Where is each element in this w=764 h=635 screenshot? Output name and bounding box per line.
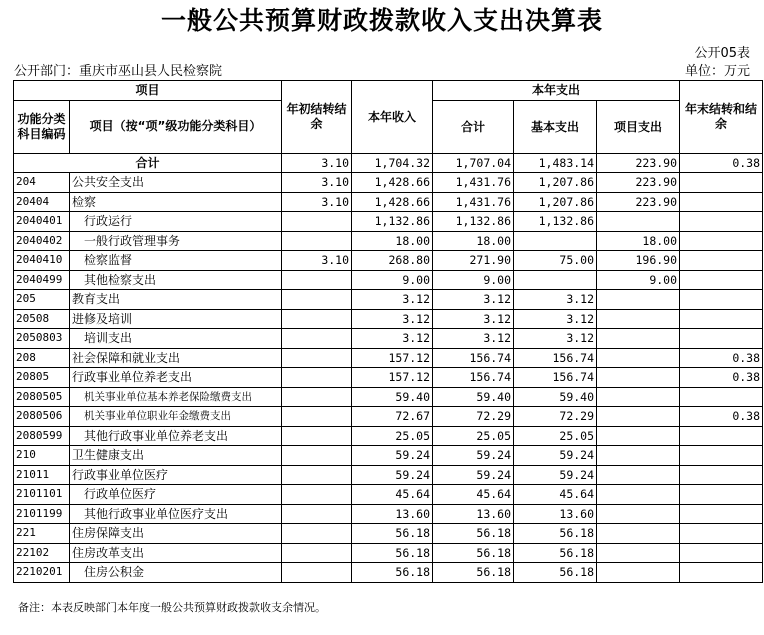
basic-cell: 56.18	[514, 524, 597, 544]
name-cell: 行政运行	[70, 212, 282, 232]
name-cell: 教育支出	[70, 290, 282, 310]
basic-cell: 156.74	[514, 348, 597, 368]
opening-cell	[282, 543, 352, 563]
closing-cell	[680, 309, 763, 329]
income-cell: 59.24	[352, 446, 433, 466]
basic-cell: 45.64	[514, 485, 597, 505]
income-cell: 72.67	[352, 407, 433, 427]
project-cell	[597, 368, 680, 388]
basic-cell: 59.40	[514, 387, 597, 407]
closing-cell	[680, 504, 763, 524]
header-basic: 基本支出	[514, 100, 597, 153]
income-cell: 3.12	[352, 329, 433, 349]
code-cell: 2101199	[14, 504, 70, 524]
basic-cell: 56.18	[514, 563, 597, 583]
total-closing: 0.38	[680, 153, 763, 173]
opening-cell	[282, 446, 352, 466]
project-cell	[597, 426, 680, 446]
closing-cell	[680, 465, 763, 485]
total-cell: 59.40	[433, 387, 514, 407]
code-cell: 205	[14, 290, 70, 310]
opening-cell	[282, 465, 352, 485]
opening-cell	[282, 270, 352, 290]
income-cell: 1,428.66	[352, 192, 433, 212]
closing-cell	[680, 212, 763, 232]
basic-cell	[514, 231, 597, 251]
project-cell	[597, 485, 680, 505]
basic-cell: 1,132.86	[514, 212, 597, 232]
total-cell: 1,431.76	[433, 192, 514, 212]
income-cell: 268.80	[352, 251, 433, 271]
opening-cell	[282, 504, 352, 524]
name-cell: 住房改革支出	[70, 543, 282, 563]
name-cell: 社会保障和就业支出	[70, 348, 282, 368]
closing-cell: 0.38	[680, 407, 763, 427]
closing-cell	[680, 485, 763, 505]
name-cell: 检察	[70, 192, 282, 212]
opening-cell: 3.10	[282, 251, 352, 271]
name-cell: 卫生健康支出	[70, 446, 282, 466]
opening-cell	[282, 231, 352, 251]
code-cell: 210	[14, 446, 70, 466]
page-title: 一般公共预算财政拨款收入支出决算表	[160, 6, 603, 35]
table-row	[14, 231, 763, 251]
department-label: 公开部门：重庆市巫山县人民检察院	[14, 64, 223, 79]
income-cell: 56.18	[352, 524, 433, 544]
closing-cell: 0.38	[680, 368, 763, 388]
basic-cell: 3.12	[514, 329, 597, 349]
table-row	[14, 485, 763, 505]
basic-cell: 156.74	[514, 368, 597, 388]
code-cell: 20404	[14, 192, 70, 212]
closing-cell	[680, 329, 763, 349]
table-row	[14, 407, 763, 427]
name-cell: 进修及培训	[70, 309, 282, 329]
name-cell: 住房保障支出	[70, 524, 282, 544]
code-cell: 204	[14, 173, 70, 193]
income-cell: 1,428.66	[352, 173, 433, 193]
table-row	[14, 173, 763, 193]
total-cell: 3.12	[433, 290, 514, 310]
form-code: 公开05表	[694, 46, 750, 61]
opening-cell: 3.10	[282, 173, 352, 193]
project-cell	[597, 504, 680, 524]
project-cell	[597, 563, 680, 583]
code-cell: 2040499	[14, 270, 70, 290]
total-cell: 59.24	[433, 465, 514, 485]
opening-cell	[282, 329, 352, 349]
code-cell: 2040402	[14, 231, 70, 251]
project-cell	[597, 348, 680, 368]
project-cell	[597, 407, 680, 427]
basic-cell: 75.00	[514, 251, 597, 271]
total-cell: 18.00	[433, 231, 514, 251]
income-cell: 157.12	[352, 348, 433, 368]
name-cell: 其他行政事业单位医疗支出	[70, 504, 282, 524]
project-cell	[597, 465, 680, 485]
opening-cell: 3.10	[282, 192, 352, 212]
basic-cell: 59.24	[514, 446, 597, 466]
basic-cell: 13.60	[514, 504, 597, 524]
header-opening-balance: 年初结转结余	[282, 81, 352, 154]
total-label: 合计	[14, 153, 282, 173]
table-row	[14, 192, 763, 212]
table-row	[14, 368, 763, 388]
total-opening: 3.10	[282, 153, 352, 173]
header-closing-balance: 年末结转和结余	[680, 81, 763, 154]
basic-cell: 3.12	[514, 309, 597, 329]
name-cell: 机关事业单位职业年金缴费支出	[70, 407, 282, 427]
code-cell: 20508	[14, 309, 70, 329]
table-row	[14, 504, 763, 524]
total-expenditure: 1,707.04	[433, 153, 514, 173]
code-cell: 21011	[14, 465, 70, 485]
project-cell	[597, 543, 680, 563]
total-cell: 3.12	[433, 329, 514, 349]
opening-cell	[282, 368, 352, 388]
name-cell: 一般行政管理事务	[70, 231, 282, 251]
project-cell	[597, 212, 680, 232]
project-cell: 223.90	[597, 192, 680, 212]
header-name: 项目（按“项”级功能分类科目）	[70, 100, 282, 153]
closing-cell	[680, 173, 763, 193]
closing-cell	[680, 387, 763, 407]
opening-cell	[282, 563, 352, 583]
opening-cell	[282, 407, 352, 427]
code-cell: 20805	[14, 368, 70, 388]
basic-cell: 59.24	[514, 465, 597, 485]
table-row	[14, 543, 763, 563]
name-cell: 检察监督	[70, 251, 282, 271]
project-cell	[597, 446, 680, 466]
name-cell: 行政事业单位养老支出	[70, 368, 282, 388]
opening-cell	[282, 309, 352, 329]
total-row	[14, 153, 763, 173]
name-cell: 公共安全支出	[70, 173, 282, 193]
income-cell: 56.18	[352, 543, 433, 563]
total-cell: 1,132.86	[433, 212, 514, 232]
total-cell: 25.05	[433, 426, 514, 446]
project-cell: 18.00	[597, 231, 680, 251]
total-cell: 3.12	[433, 309, 514, 329]
total-cell: 59.24	[433, 446, 514, 466]
table-row	[14, 270, 763, 290]
table-row	[14, 563, 763, 583]
name-cell: 行政事业单位医疗	[70, 465, 282, 485]
income-cell: 59.24	[352, 465, 433, 485]
income-cell: 25.05	[352, 426, 433, 446]
total-basic: 1,483.14	[514, 153, 597, 173]
project-cell	[597, 309, 680, 329]
total-project: 223.90	[597, 153, 680, 173]
total-cell: 56.18	[433, 543, 514, 563]
basic-cell: 1,207.86	[514, 192, 597, 212]
project-cell: 9.00	[597, 270, 680, 290]
name-cell: 其他检察支出	[70, 270, 282, 290]
total-cell: 45.64	[433, 485, 514, 505]
total-cell: 1,431.76	[433, 173, 514, 193]
code-cell: 2080505	[14, 387, 70, 407]
basic-cell: 25.05	[514, 426, 597, 446]
closing-cell	[680, 231, 763, 251]
closing-cell	[680, 543, 763, 563]
total-cell: 56.18	[433, 524, 514, 544]
income-cell: 56.18	[352, 563, 433, 583]
project-cell: 196.90	[597, 251, 680, 271]
name-cell: 其他行政事业单位养老支出	[70, 426, 282, 446]
total-cell: 9.00	[433, 270, 514, 290]
table-row	[14, 465, 763, 485]
income-cell: 45.64	[352, 485, 433, 505]
basic-cell: 72.29	[514, 407, 597, 427]
header-total: 合计	[433, 100, 514, 153]
income-cell: 9.00	[352, 270, 433, 290]
header-expenditure-group: 本年支出	[433, 81, 680, 101]
opening-cell	[282, 290, 352, 310]
table-row	[14, 329, 763, 349]
header-project-exp: 项目支出	[597, 100, 680, 153]
opening-cell	[282, 348, 352, 368]
total-income: 1,704.32	[352, 153, 433, 173]
header-income: 本年收入	[352, 81, 433, 154]
name-cell: 机关事业单位基本养老保险缴费支出	[70, 387, 282, 407]
opening-cell	[282, 387, 352, 407]
unit-label: 单位：万元	[684, 64, 750, 79]
basic-cell: 1,207.86	[514, 173, 597, 193]
table-row	[14, 212, 763, 232]
code-cell: 221	[14, 524, 70, 544]
code-cell: 2040410	[14, 251, 70, 271]
name-cell: 住房公积金	[70, 563, 282, 583]
name-cell: 培训支出	[70, 329, 282, 349]
project-cell	[597, 524, 680, 544]
budget-table	[13, 80, 763, 583]
total-cell: 156.74	[433, 348, 514, 368]
table-row	[14, 348, 763, 368]
income-cell: 157.12	[352, 368, 433, 388]
basic-cell	[514, 270, 597, 290]
income-cell: 18.00	[352, 231, 433, 251]
closing-cell	[680, 524, 763, 544]
code-cell: 2210201	[14, 563, 70, 583]
project-cell	[597, 387, 680, 407]
income-cell: 59.40	[352, 387, 433, 407]
closing-cell	[680, 563, 763, 583]
code-cell: 2101101	[14, 485, 70, 505]
income-cell: 13.60	[352, 504, 433, 524]
closing-cell	[680, 251, 763, 271]
code-cell: 22102	[14, 543, 70, 563]
closing-cell	[680, 446, 763, 466]
income-cell: 3.12	[352, 309, 433, 329]
total-cell: 72.29	[433, 407, 514, 427]
header-code: 功能分类科目编码	[14, 100, 70, 153]
total-cell: 156.74	[433, 368, 514, 388]
project-cell	[597, 290, 680, 310]
code-cell: 2050803	[14, 329, 70, 349]
basic-cell: 56.18	[514, 543, 597, 563]
table-row	[14, 251, 763, 271]
total-cell: 13.60	[433, 504, 514, 524]
table-row	[14, 426, 763, 446]
name-cell: 行政单位医疗	[70, 485, 282, 505]
table-row	[14, 309, 763, 329]
project-cell: 223.90	[597, 173, 680, 193]
total-cell: 56.18	[433, 563, 514, 583]
code-cell: 208	[14, 348, 70, 368]
footnote: 备注：本表反映部门本年度一般公共预算财政拨款收支余情况。	[18, 601, 326, 614]
opening-cell	[282, 426, 352, 446]
table-row	[14, 524, 763, 544]
table-row	[14, 290, 763, 310]
opening-cell	[282, 524, 352, 544]
header-project: 项目	[14, 81, 282, 101]
income-cell: 1,132.86	[352, 212, 433, 232]
closing-cell	[680, 192, 763, 212]
code-cell: 2040401	[14, 212, 70, 232]
code-cell: 2080506	[14, 407, 70, 427]
total-cell: 271.90	[433, 251, 514, 271]
table-row	[14, 387, 763, 407]
income-cell: 3.12	[352, 290, 433, 310]
closing-cell	[680, 290, 763, 310]
code-cell: 2080599	[14, 426, 70, 446]
closing-cell	[680, 270, 763, 290]
project-cell	[597, 329, 680, 349]
opening-cell	[282, 485, 352, 505]
closing-cell	[680, 426, 763, 446]
opening-cell	[282, 212, 352, 232]
basic-cell: 3.12	[514, 290, 597, 310]
table-row	[14, 446, 763, 466]
closing-cell: 0.38	[680, 348, 763, 368]
